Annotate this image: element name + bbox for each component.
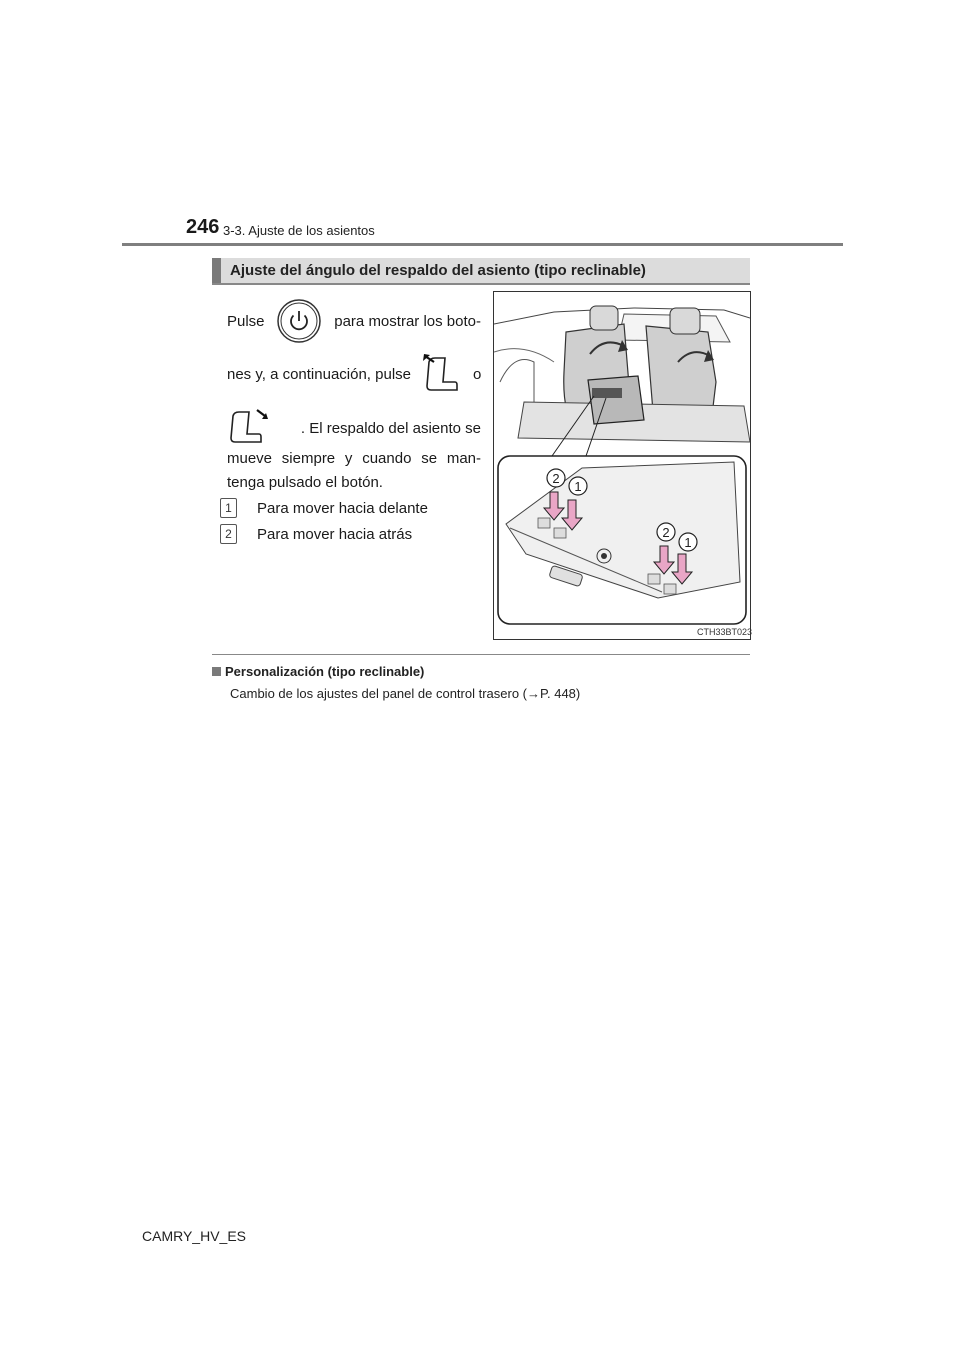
page-number: 246 — [186, 216, 220, 238]
svg-text:1: 1 — [684, 535, 692, 550]
item-text: Para mover hacia delante — [257, 499, 428, 517]
callout-1-bottom — [679, 533, 697, 551]
body-text-line3: . El respaldo del asiento se — [300, 420, 481, 437]
svg-text:2: 2 — [552, 471, 560, 486]
body-text-line2: nes y, a continuación, pulse — [227, 366, 412, 383]
arrow-right-icon: → — [527, 686, 540, 701]
note-text: Cambio de los ajustes del panel de control trasero ( — [230, 686, 527, 701]
body-line-3 — [227, 404, 481, 448]
seat-recline-forward-icon — [421, 352, 461, 396]
heading-title: Ajuste del ángulo del respaldo del asiento (tipo reclinable) — [230, 262, 646, 279]
right-headrest — [670, 308, 700, 334]
note-rule — [212, 654, 750, 655]
heading-underline — [212, 283, 750, 285]
heading-accent — [212, 258, 221, 283]
body-text-line5: tenga pulsado el botón. — [227, 474, 383, 491]
body-line-2 — [227, 352, 481, 396]
body-text-line4: mueve siempre y cuando se man- — [227, 450, 481, 467]
square-bullet-icon — [212, 667, 221, 676]
list-item — [220, 524, 412, 544]
header-rule — [122, 243, 843, 246]
callout-1-top — [569, 477, 587, 495]
item-number: 1 — [220, 498, 237, 518]
callout-2-bottom — [657, 523, 675, 541]
note-body — [230, 686, 580, 701]
list-item — [220, 498, 428, 518]
armrest-console — [588, 376, 644, 424]
power-button-icon — [276, 298, 322, 344]
callout-2-top — [547, 469, 565, 487]
svg-text:2: 2 — [662, 525, 670, 540]
note-title — [212, 664, 424, 679]
rear-seat-diagram — [494, 292, 753, 639]
footer-code: CAMRY_HV_ES — [142, 1228, 247, 1244]
seat-illustration — [493, 291, 751, 640]
section-reference: 3-3. Ajuste de los asientos — [223, 223, 375, 238]
left-headrest — [590, 306, 618, 330]
page-reference-link[interactable]: P. 448) — [540, 686, 581, 701]
svg-text:1: 1 — [574, 479, 582, 494]
body-text-pulse: Pulse — [227, 312, 265, 330]
seat-recline-backward-icon — [227, 404, 271, 448]
item-text: Para mover hacia atrás — [257, 525, 413, 543]
note-title-text: Personalización (tipo reclinable) — [225, 664, 425, 679]
section-heading — [212, 258, 750, 283]
body-line-1 — [227, 298, 481, 344]
body-text-line1-end: para mostrar los boto- — [334, 312, 481, 330]
item-number: 2 — [220, 524, 237, 544]
body-text-o: o — [473, 366, 482, 383]
figure-code: CTH33BT023 — [697, 627, 753, 637]
